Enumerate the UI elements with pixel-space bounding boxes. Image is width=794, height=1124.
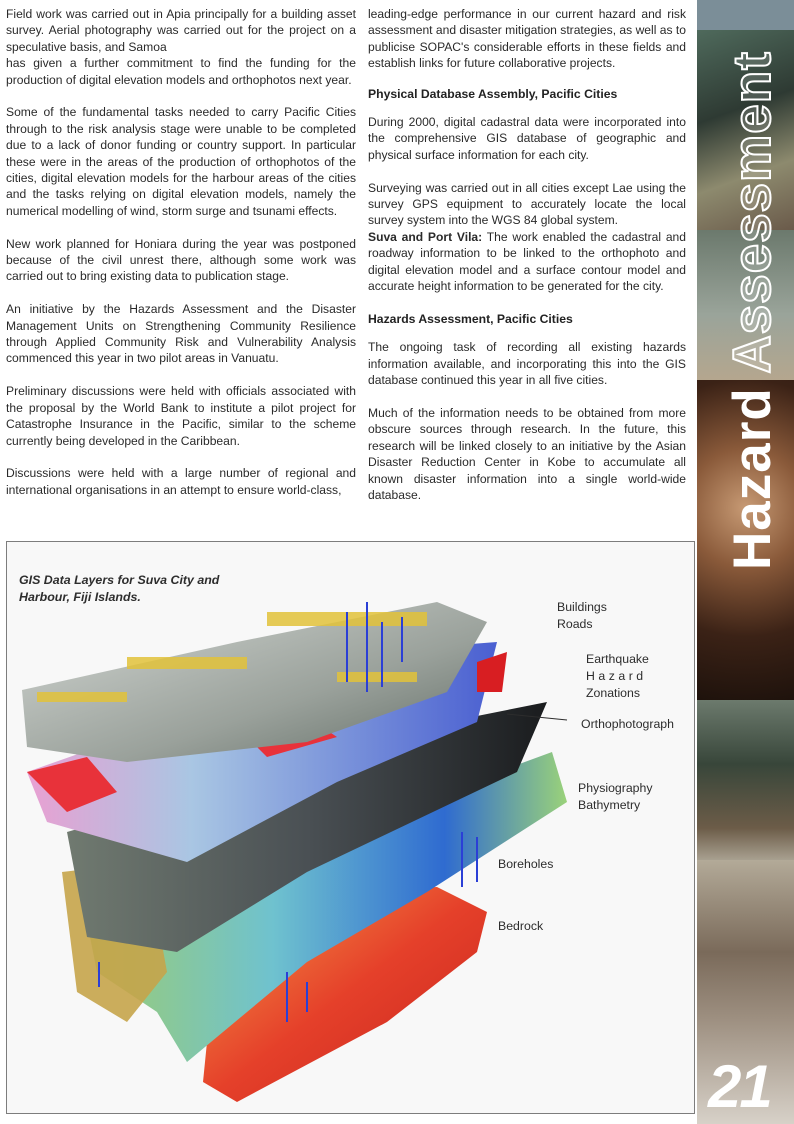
paragraph: Surveying was carried out in all cities except Lae using the survey GPS equipment to accurately locate the local survey system into the WGS 84 global system. bbox=[368, 180, 686, 228]
paragraph-text: The work enabled the cadastral and roadway information to be linked to the orthophoto and digital elevation model and a surface contour model and accurate height information to be generated for the city. bbox=[368, 229, 687, 294]
paragraph: Much of the information needs to be obtained from more obscure sources through research. In the future, this research will be linked closely to an initiative by the Asian Disaster Reduction Center in Kobe to accumulate all known disaster information into a single world-wide database. bbox=[368, 405, 686, 502]
building-point bbox=[127, 657, 247, 669]
gis-layers-figure bbox=[6, 541, 695, 1114]
paragraph: has given a further commitment to find the funding for the production of digital elevation models and orthophotos next year. bbox=[6, 56, 356, 87]
inline-lead: Suva and Port Vila: bbox=[368, 229, 483, 244]
label-orthophotograph: Orthophotograph bbox=[581, 717, 674, 731]
right-text-column bbox=[368, 6, 686, 520]
page-number: 21 bbox=[708, 1053, 771, 1120]
label-roads: Roads bbox=[557, 617, 593, 631]
paragraph bbox=[368, 229, 686, 295]
section-heading: Hazards Assessment, Pacific Cities bbox=[368, 311, 573, 326]
label-bathymetry: Bathymetry bbox=[578, 798, 641, 812]
title-assessment: Assessment bbox=[723, 51, 782, 374]
building-point bbox=[37, 692, 127, 702]
sidebar-title bbox=[722, 51, 783, 570]
figure-title: GIS Data Layers for Suva City and Harbour, Fiji Islands. bbox=[19, 573, 220, 604]
label-boreholes: Boreholes bbox=[498, 857, 554, 871]
paragraph: An initiative by the Hazards Assessment and the Disaster Management Units on Strengthening Community Resilience through Applied Community Risk and Vulnerability Analysis commenced this year in two pilot areas in Vanuatu. bbox=[6, 302, 356, 366]
title-hazard: Hazard bbox=[723, 373, 782, 570]
paragraph: Preliminary discussions were held with officials associated with the proposal by the World Bank to institute a pilot project for Catastrophe Insurance in the Pacific, similar to the scheme currently being developed in the Caribbean. bbox=[6, 384, 356, 448]
paragraph: The ongoing task of recording all existing hazards information available, and incorporating this into the GIS database continued this year in all five cities. bbox=[368, 340, 686, 388]
strip-header-photo bbox=[697, 0, 794, 30]
forest-photo bbox=[697, 700, 794, 860]
paragraph: leading-edge performance in our current hazard and risk assessment and disaster mitigation strategies, as well as to publicise SOPAC's considerable efforts in these fields and establish links for future collaborative projects. bbox=[368, 7, 686, 71]
label-hazard: Hazard bbox=[586, 669, 647, 683]
building-point bbox=[337, 672, 417, 682]
section-heading: Physical Database Assembly, Pacific Cities bbox=[368, 86, 618, 101]
paragraph: Field work was carried out in Apia principally for a building asset survey. Aerial photography was carried out for the project on a speculative basis, and Samoa bbox=[6, 7, 356, 54]
label-buildings: Buildings bbox=[557, 600, 607, 614]
label-physiography: Physiography bbox=[578, 781, 653, 795]
label-bedrock: Bedrock bbox=[498, 919, 544, 933]
paragraph: Discussions were held with a large number of regional and international organisations in an attempt to ensure world-class, bbox=[6, 466, 356, 497]
paragraph: Some of the fundamental tasks needed to carry Pacific Cities through to the risk analysis stage were unable to be completed due to a lack of donor funding or country support. In particular these were in the areas of the production of orthophotos of the cities, digital elevation models for the harbour areas of the cities and the tasks relying on digital elevation models, namely the numerical modelling of wind, storm surge and tsunami effects. bbox=[6, 105, 356, 218]
left-text-column bbox=[6, 6, 356, 515]
paragraph: During 2000, digital cadastral data were incorporated into the comprehensive GIS database of geographic and physical surface information for each city. bbox=[368, 115, 686, 162]
label-zonations: Zonations bbox=[586, 686, 641, 700]
label-earthquake: Earthquake bbox=[586, 652, 649, 666]
paragraph: New work planned for Honiara during the year was postponed because of the civil unrest there, although some work was carried out to bring existing data to publication stage. bbox=[6, 236, 356, 284]
